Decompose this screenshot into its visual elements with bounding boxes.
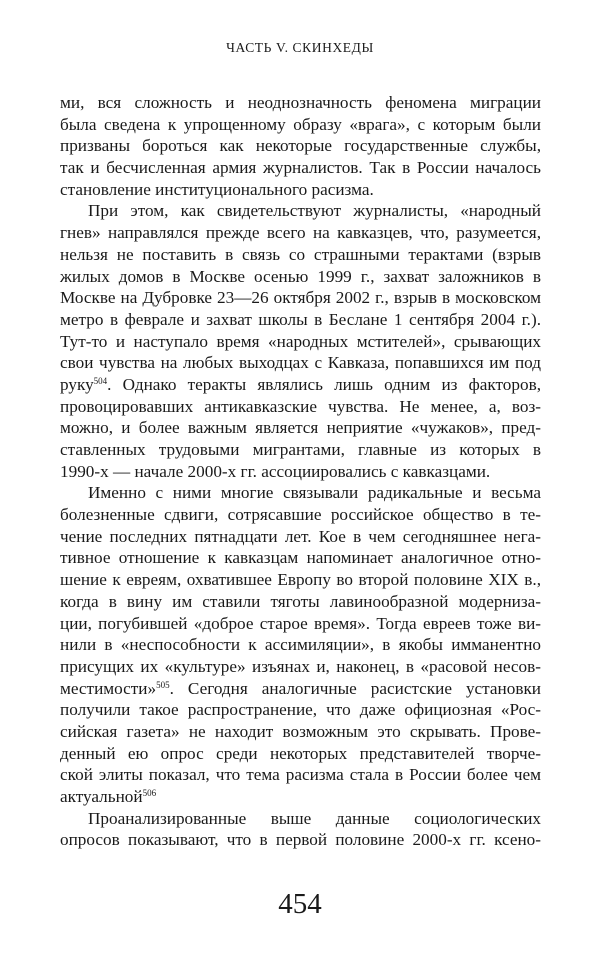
text-line: Проанализированные выше данные социологических — [88, 808, 541, 828]
text-line: получили такое распространение, что даже официозная «Рос- — [60, 700, 541, 720]
text-line: присущих их «культуре» изъянах и, наконец, в «расовой несов- — [60, 656, 541, 676]
text-line — [60, 786, 541, 808]
text-segment: . Сегодня аналогичные расистские установки — [169, 678, 541, 698]
text-line: нили в «неспособности к ассимиляции», в якобы имманентно — [60, 635, 541, 655]
text-line: ставленных трудовыми мигрантами, главные из которых в — [60, 440, 541, 459]
text-line: денный ею опрос среди некоторых представителей творче- — [60, 743, 541, 763]
text-line: провоцировавших антикавказские чувства. Не менее, а, воз- — [60, 396, 541, 416]
text-line: когда в вину им ставили тяготы лавинообразной модерниза- — [60, 591, 541, 611]
text-line: чение последних пятнадцати лет. Кое в чем сегодняшнее нега- — [60, 526, 541, 546]
text-line: ской элиты показал, что тема расизма стала в России более чем — [60, 765, 541, 785]
text-line: При этом, как свидетельствуют журналисты, «народный — [88, 201, 541, 221]
text-line: нельзя не поставить в связь со страшными терактами (взрыв — [60, 244, 541, 264]
footnote-ref: 504 — [93, 375, 108, 386]
text-line: призваны бороться как некоторые государственные службы, — [60, 136, 541, 156]
text-line: так и бесчисленная армия журналистов. Так в России началось — [60, 158, 541, 178]
text-line: ции, погубившей «доброе старое время». Тогда евреев тоже ви- — [60, 613, 541, 633]
text-line: шение к евреям, охватившее Европу во второй половине XIX в., — [60, 570, 541, 590]
text-line: Именно с ними многие связывали радикальные и весьма — [88, 483, 541, 503]
text-line: свои чувства на любых выходцах с Кавказа, попавшихся им под — [60, 353, 541, 373]
text-line: была сведена к упрощенному образу «врага», с которым были — [60, 114, 541, 134]
footnote-ref: 506 — [142, 788, 157, 798]
text-line: становление институционального расизма. — [60, 179, 374, 199]
text-segment: местимости» — [60, 678, 157, 698]
text-line: тивное отношение к кавказцам напоминает аналогичное отно- — [60, 548, 541, 568]
text-line: можно, и более важным является неприятие «чужаков», пред- — [60, 418, 541, 438]
text-line: Тут-то и наступало время «народных мстителей», срывающих — [60, 331, 541, 351]
text-line — [60, 374, 541, 396]
text-line: метро в феврале и захват школы в Беслане 1 сентября 2004 г.). — [60, 309, 541, 329]
page-number: 454 — [278, 888, 322, 920]
footnote-ref: 505 — [156, 679, 170, 690]
running-header: ЧАСТЬ V. СКИНХЕДЫ — [226, 40, 374, 55]
text-segment: . Однако теракты являлись лишь одним из факторов, — [107, 374, 541, 394]
text-segment: руку — [60, 374, 94, 394]
text-line — [60, 678, 541, 700]
text-line: сийская газета» не находит возможным это скрывать. Прове- — [60, 721, 541, 741]
text-line: жилых домов в Москве осенью 1999 г., захват заложников в — [60, 266, 541, 286]
text-line: болезненные сдвиги, сотрясавшие российское общество в те- — [60, 505, 541, 525]
text-segment: актуальной — [60, 787, 143, 806]
text-line: Москве на Дубровке 23—26 октября 2002 г., взрыв в московском — [60, 288, 541, 308]
body-text — [60, 92, 541, 851]
text-line: опросов показывают, что в первой половине 2000-х гг. ксено- — [60, 830, 541, 850]
text-line: гнев» направлялся прежде всего на кавказцев, что, разумеется, — [60, 223, 541, 243]
text-line: 1990-х — начале 2000-х гг. ассоциировались с кавказцами. — [60, 461, 491, 481]
text-line: ми, вся сложность и неоднозначность феномена миграции — [60, 93, 541, 112]
